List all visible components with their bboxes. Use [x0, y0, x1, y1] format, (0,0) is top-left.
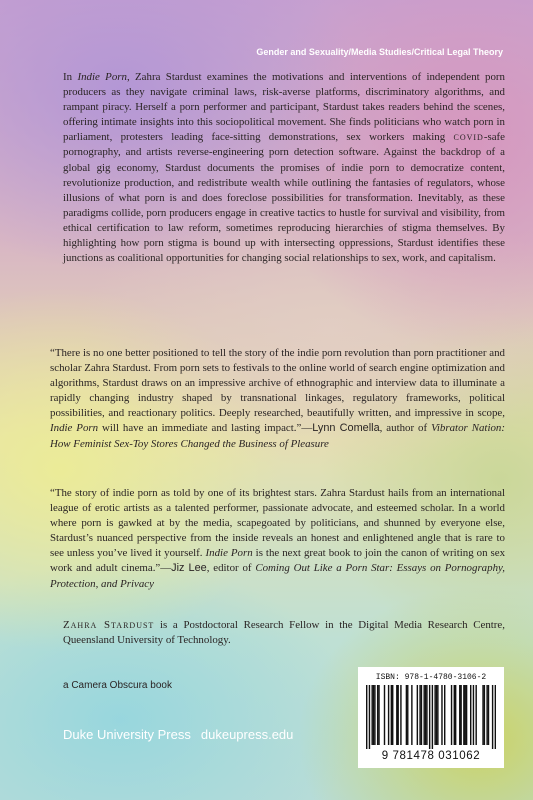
quote-1-author: Lynn Comella — [312, 422, 380, 435]
barcode-bar — [470, 685, 471, 745]
barcode-bar — [411, 685, 412, 745]
barcode-bar — [392, 685, 393, 745]
barcode-bar — [482, 685, 483, 745]
barcode-bar — [436, 685, 437, 745]
barcode-bar — [423, 685, 424, 745]
description-covid: covid — [453, 131, 484, 144]
barcode-bar — [429, 685, 430, 749]
publisher-name: Duke University Press — [63, 727, 191, 742]
barcode-icon — [366, 685, 496, 749]
barcode-bar — [373, 685, 374, 745]
barcode-bar — [371, 685, 372, 745]
barcode-bar — [366, 685, 367, 749]
barcode-bar — [475, 685, 476, 745]
barcode-bar — [400, 685, 401, 745]
publisher-url: dukeupress.edu — [200, 727, 294, 742]
description-part-1: , Zahra Stardust examines the motivations and interventions of independent porn producers as they navigate criminal laws, risk-averse platforms, discriminatory algorithms, and rampant piracy. Herself a porn performer and participant, Stardust takes readers behind the scenes, offering intimate insights into this sociopolitical movement. She finds politicians who watch porn in parliament, protesters leading face-sitting demonstrations, sex workers making — [63, 71, 505, 144]
barcode-bar — [454, 685, 455, 745]
barcode-bar — [466, 685, 467, 745]
barcode-bar — [434, 685, 435, 745]
quote-2-text-b: is the next great book to join the canon of writing on sex work and adult cinema.”— — [50, 547, 506, 575]
barcode-bar — [441, 685, 442, 745]
barcode-bar — [419, 685, 420, 745]
series-label: a Camera Obscura book — [63, 680, 172, 691]
barcode-bar — [374, 685, 375, 745]
isbn-text: ISBN: 978-1-4780-3106-2 — [375, 673, 487, 682]
barcode-bar — [488, 685, 489, 745]
barcode-bar — [492, 685, 493, 749]
author-bio-text: is a Postdoctoral Research Fellow in the Digital Media Research Centre, Queensland University of Technology. — [63, 619, 505, 647]
barcode-bar — [451, 685, 452, 745]
barcode-bar — [421, 685, 422, 745]
subject-category: Gender and Sexuality/Media Studies/Critical Legal Theory — [256, 47, 503, 57]
quote-1-title: Indie Porn — [50, 422, 99, 435]
publisher-line — [63, 727, 303, 742]
barcode-bar — [432, 685, 433, 749]
author-name: Zahra Stardust — [63, 619, 155, 631]
description-title: Indie Porn — [77, 71, 127, 83]
barcode-bar — [406, 685, 407, 745]
barcode-digits: 9 781478 031062 — [381, 750, 481, 762]
endorsement-quote-1 — [50, 346, 505, 452]
barcode-bar — [460, 685, 461, 745]
barcode-bar — [417, 685, 418, 745]
description-lead: In — [63, 71, 78, 83]
barcode-bar — [369, 685, 370, 749]
quote-1-text-a: “There is no one better positioned to tell the story of the indie porn revolution than porn practitioner and scholar Zahra Stardust. From porn sets to festivals to the online world of search engine optimization and algorithms, Stardust draws on an impressive archive of ethnographic and interview data to illuminate a rapidly changing industry shaped by transnational linkages, regulatory frameworks, political possibilities, and reactionary politics. Deeply researched, beautifully written, and impressive in scope, — [50, 347, 505, 420]
isbn-barcode — [358, 667, 504, 768]
description-part-2: -safe pornography, and artists reverse-engineering porn detection software. Against the backdrop of a global gig economy, Stardust documents the promises of indie porn to democratize content, revolutionize production, and redistribute wealth while outlining the fantasies of regulators, whose illusions of what porn is and does foreclose possibilities for transformation. Inevitably, as these paradigms collide, porn producers engage in creative tactics to hustle for survival and visibility, from ethical certification to law reform, sometimes reproducing hierarchies of stigma themselves. By highlighting how porn stigma is bound up with intersecting oppressions, Stardust identifies these junctions as coalitional opportunities for changing social relationships to sex, work, and capitalism. — [63, 131, 505, 265]
barcode-bar — [484, 685, 485, 745]
barcode-bar — [444, 685, 445, 745]
quote-1-author-suffix: , author of — [379, 422, 432, 435]
book-description — [63, 70, 505, 266]
barcode-bar — [407, 685, 408, 745]
barcode-bar — [425, 685, 426, 745]
endorsement-quote-2 — [50, 486, 505, 592]
quote-2-author-suffix: , editor of — [206, 562, 256, 575]
barcode-bar — [495, 685, 496, 749]
barcode-bar — [465, 685, 466, 745]
barcode-bar — [473, 685, 474, 745]
barcode-bar — [388, 685, 389, 745]
barcode-bar — [426, 685, 427, 745]
barcode-bar — [377, 685, 378, 745]
barcode-bar — [455, 685, 456, 745]
quote-1-text-b: will have an immediate and lasting impact.”— — [98, 422, 313, 435]
quote-2-book: Coming Out Like a Porn Star: Essays on Pornography, Protection, and Privacy — [50, 562, 505, 590]
quote-1-book: Vibrator Nation: How Feminist Sex-Toy Stores Changed the Business of Pleasure — [50, 422, 505, 450]
barcode-bar — [391, 685, 392, 745]
quote-2-author: Jiz Lee — [171, 562, 207, 575]
quote-2-title: Indie Porn — [205, 547, 253, 560]
barcode-bar — [486, 685, 487, 745]
quote-2-text-a: “The story of indie porn as told by one of its brightest stars. Zahra Stardust hails from an international league of erotic artists as a talented performer, passionate advocate, and esteemed scholar. In a world where porn is gawked at by the media, scapegoated by politicians, and shunned by everyone else, Stardust’s nuanced perspective from the inside reveals an honest and enlightened angle that is rare to see unless you’ve lived it yourself. — [50, 487, 505, 560]
barcode-bar — [437, 685, 438, 745]
barcode-bar — [396, 685, 397, 745]
barcode-bar — [384, 685, 385, 745]
author-bio — [63, 618, 505, 648]
barcode-bar — [378, 685, 379, 745]
barcode-bar — [397, 685, 398, 745]
barcode-bar — [459, 685, 460, 745]
barcode-bar — [463, 685, 464, 745]
